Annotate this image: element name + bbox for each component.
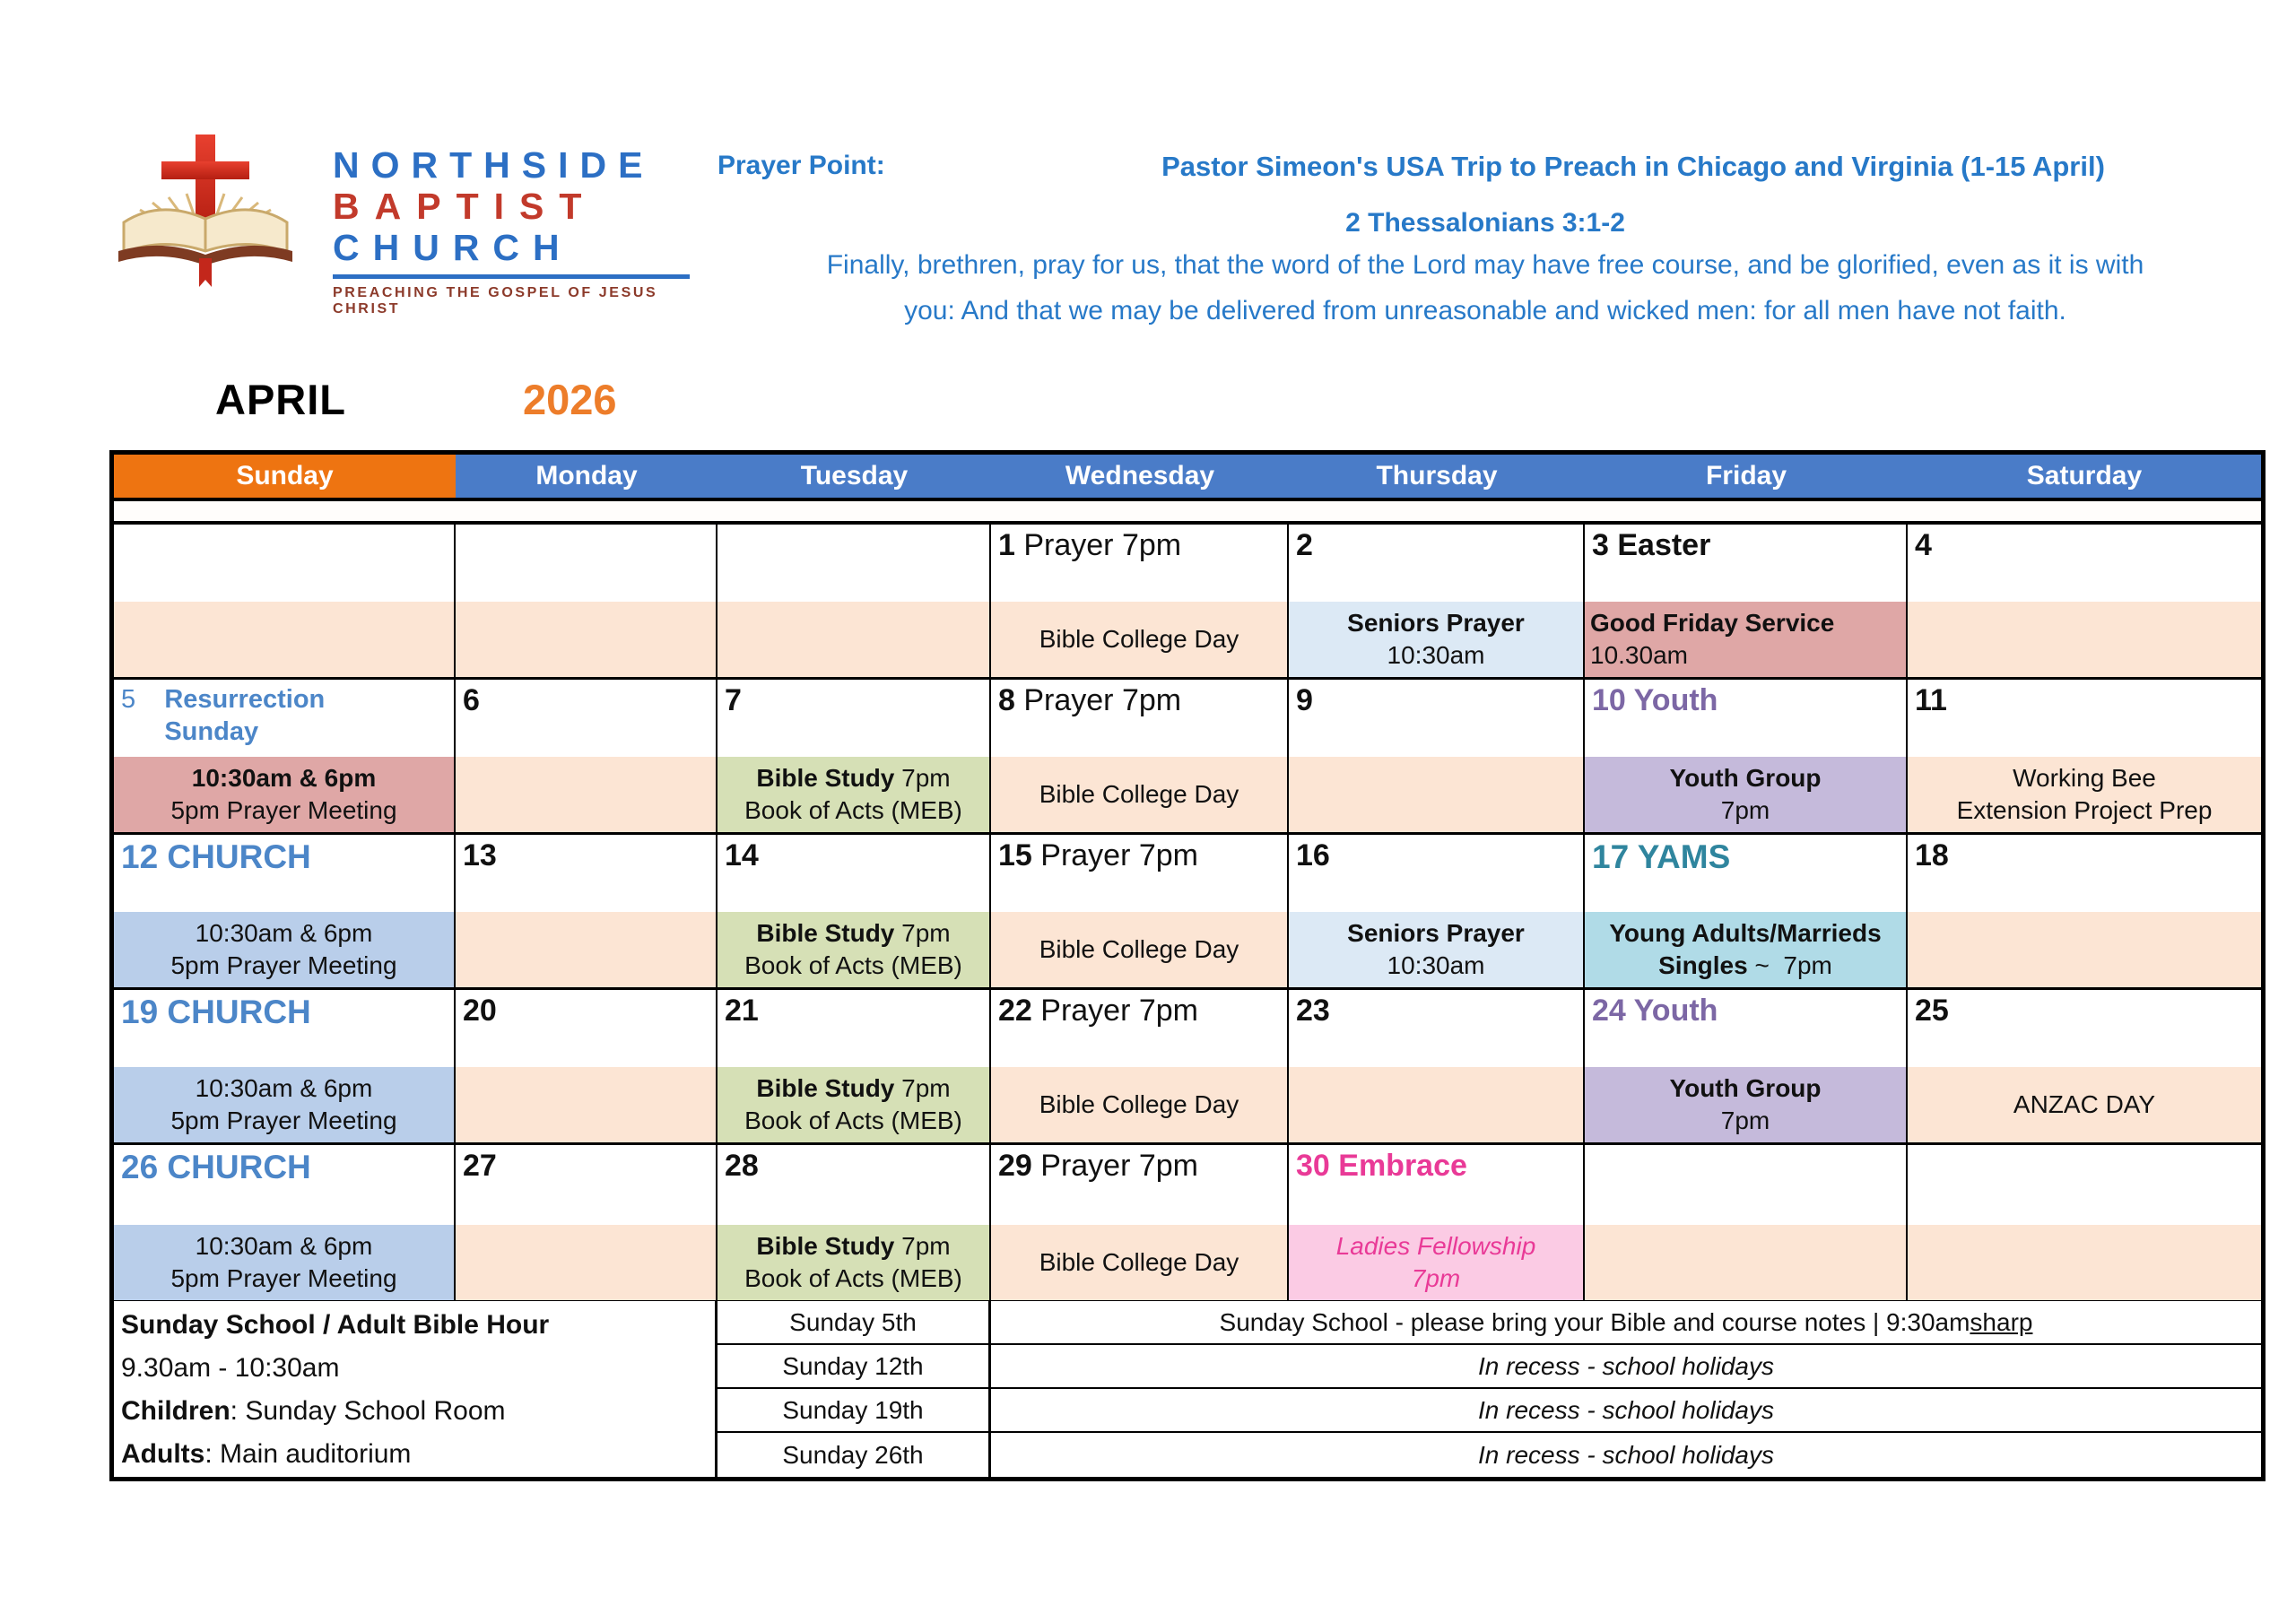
calendar-cell xyxy=(718,680,991,835)
text-run: Prayer 7pm xyxy=(1023,528,1182,562)
cell-date xyxy=(1908,990,2261,1028)
day-header-sunday: Sunday xyxy=(114,455,456,498)
calendar-cell xyxy=(1289,525,1585,680)
calendar-cell xyxy=(1908,835,2261,990)
cell-date xyxy=(1289,835,1583,872)
brand-divider xyxy=(333,274,690,279)
text-run: 7pm xyxy=(1720,1107,1770,1134)
cell-event-band xyxy=(1289,1067,1583,1142)
text-run: : Main auditorium xyxy=(204,1438,412,1469)
text-run: 10:30am & 6pm xyxy=(195,918,373,947)
cell-date xyxy=(991,990,1287,1028)
text-run: Resurrection xyxy=(164,685,326,714)
cell-date xyxy=(1908,680,2261,717)
day-header-saturday: Saturday xyxy=(1908,455,2261,498)
cell-event-band xyxy=(991,1067,1287,1142)
cell-date xyxy=(1908,525,2261,562)
church-name xyxy=(333,133,698,317)
cell-date xyxy=(114,680,454,749)
cell-date xyxy=(718,680,989,717)
cell-event-band xyxy=(114,602,454,677)
text-run: 9 xyxy=(1296,683,1313,717)
text-run: Prayer 7pm xyxy=(1040,838,1198,872)
text-run: Prayer 7pm xyxy=(1040,1149,1198,1183)
calendar-cell xyxy=(1908,1145,2261,1300)
cell-event-band xyxy=(1289,1225,1583,1300)
prayer-point xyxy=(718,151,2253,329)
cell-event-band xyxy=(1289,912,1583,987)
text-run: 27 xyxy=(463,1149,497,1183)
cell-event-band xyxy=(114,912,454,987)
text-run: 5 xyxy=(121,685,165,714)
scripture-verse-line1: Finally, brethren, pray for us, that the word of the Lord may have free course, and be glorified, even as it is with xyxy=(826,250,2144,280)
calendar-cell xyxy=(456,1145,718,1300)
text-run: 19 CHURCH xyxy=(121,994,311,1030)
prayer-point-label: Prayer Point: xyxy=(718,151,885,180)
cell-event-band xyxy=(456,1225,716,1300)
cell-date xyxy=(114,525,454,528)
cell-date xyxy=(114,1145,454,1185)
cell-date xyxy=(991,835,1287,872)
week-row xyxy=(114,835,2261,990)
text-run: Working Bee xyxy=(2013,763,2156,792)
cell-date xyxy=(1289,990,1583,1028)
cell-event-band xyxy=(114,757,454,832)
week-row xyxy=(114,680,2261,835)
text-run: 7pm xyxy=(894,1073,951,1102)
calendar-cell xyxy=(718,835,991,990)
text-run: Prayer 7pm xyxy=(1023,683,1182,717)
text-run: 7pm xyxy=(1411,1264,1461,1292)
calendar-cell xyxy=(1585,680,1908,835)
text-run: 17 YAMS xyxy=(1592,838,1731,875)
cell-event-band xyxy=(1289,602,1583,677)
text-run: 10 Youth xyxy=(1592,683,1718,717)
calendar-cell xyxy=(114,525,456,680)
text-run: 26 CHURCH xyxy=(121,1149,311,1185)
text-run: Book of Acts (MEB) xyxy=(744,1264,962,1292)
cell-event-band xyxy=(1908,912,2261,987)
schedule-note xyxy=(991,1433,2261,1477)
text-run: 16 xyxy=(1296,838,1330,872)
text-run: 10:30am & 6pm xyxy=(195,1231,373,1260)
text-run: Prayer 7pm xyxy=(1040,994,1198,1028)
cell-date xyxy=(114,835,454,875)
text-run: 13 xyxy=(463,838,497,872)
text-run: Good Friday Service xyxy=(1590,608,1835,637)
schedule-date: Sunday 26th xyxy=(718,1433,991,1477)
text-run: Youth Group xyxy=(1669,763,1822,792)
text-run: 1 xyxy=(998,528,1024,562)
text-run: 10:30am & 6pm xyxy=(195,1073,373,1102)
header-spacer-row xyxy=(114,501,2261,525)
cell-event-band xyxy=(991,1225,1287,1300)
week-row xyxy=(114,990,2261,1145)
cell-event-band xyxy=(114,1067,454,1142)
text-run: Sunday School - please bring your Bible and course notes | 9:30am xyxy=(1219,1307,1970,1336)
calendar-cell xyxy=(456,990,718,1145)
text-run: 20 xyxy=(463,994,497,1028)
cell-event-band xyxy=(456,757,716,832)
cell-date xyxy=(1585,990,1906,1028)
text-run: Ladies Fellowship xyxy=(1335,1231,1536,1260)
church-name-line1: NORTHSIDE xyxy=(333,144,655,186)
calendar-table xyxy=(109,450,2266,1481)
text-run: 6 xyxy=(463,683,480,717)
text-run: 7pm xyxy=(894,763,951,792)
calendar-cell xyxy=(718,990,991,1145)
cell-date xyxy=(456,835,716,872)
cell-date xyxy=(1908,835,2261,872)
cell-date xyxy=(991,525,1287,562)
text-run: 2 xyxy=(1296,528,1313,562)
cell-event-band xyxy=(718,912,989,987)
text-run: sharp xyxy=(1970,1307,2033,1336)
cell-date xyxy=(991,1145,1287,1183)
month-title: APRIL xyxy=(215,376,346,423)
text-run: Sunday School / Adult Bible Hour xyxy=(121,1309,550,1340)
calendar-cell xyxy=(1289,1145,1585,1300)
calendar-cell xyxy=(456,680,718,835)
day-header-thursday: Thursday xyxy=(1289,455,1585,498)
church-name-line2: BAPTIST xyxy=(333,185,597,227)
cross-and-bible-icon xyxy=(106,133,308,299)
day-header-monday: Monday xyxy=(456,455,718,498)
text-run: Bible College Day xyxy=(1039,934,1239,963)
calendar-cell xyxy=(456,525,718,680)
text-run: 9.30am - 10:30am xyxy=(121,1352,340,1383)
text-run: 12 CHURCH xyxy=(121,838,311,875)
cell-event-band xyxy=(718,1225,989,1300)
cell-date xyxy=(1289,1145,1583,1183)
scripture-verse-line2: you: And that we may be delivered from unreasonable and wicked men: for all men have not faith. xyxy=(904,295,2066,325)
text-run: 3 Easter xyxy=(1592,528,1711,562)
cell-event-band xyxy=(1908,1067,2261,1142)
cell-date xyxy=(1289,680,1583,717)
cell-date xyxy=(718,835,989,872)
cell-event-band xyxy=(1908,1225,2261,1300)
text-run: 10:30am xyxy=(1387,641,1485,669)
text-run: Bible Study xyxy=(756,918,895,947)
cell-event-band xyxy=(1908,602,2261,677)
calendar-cell xyxy=(1585,1145,1908,1300)
calendar-cell xyxy=(1585,835,1908,990)
cell-event-band xyxy=(718,757,989,832)
cell-event-band xyxy=(991,602,1287,677)
cell-event-band xyxy=(991,912,1287,987)
schedule-note xyxy=(991,1389,2261,1433)
cell-event-band xyxy=(1585,1225,1906,1300)
text-run: 11 xyxy=(1915,683,1947,717)
year-title: 2026 xyxy=(523,376,617,423)
cell-event-band xyxy=(1289,757,1583,832)
cell-event-band xyxy=(1585,757,1906,832)
text-run: ~ 7pm xyxy=(1747,951,1832,979)
calendar-cell xyxy=(991,1145,1289,1300)
text-run: 30 Embrace xyxy=(1296,1149,1467,1183)
calendar-cell xyxy=(114,990,456,1145)
week-row xyxy=(114,1145,2261,1300)
text-run: Young Adults/Marrieds xyxy=(1609,918,1882,947)
cell-event-band xyxy=(456,912,716,987)
text-run: 28 xyxy=(725,1149,759,1183)
text-run: Seniors Prayer xyxy=(1347,918,1525,947)
cell-event-band xyxy=(114,1225,454,1300)
text-run: 15 xyxy=(998,838,1041,872)
schedule-date: Sunday 19th xyxy=(718,1389,991,1433)
text-run: 22 xyxy=(998,994,1041,1028)
calendar-cell xyxy=(114,1145,456,1300)
calendar-cell xyxy=(114,680,456,835)
text-run: 7pm xyxy=(894,1231,951,1260)
text-run: Seniors Prayer xyxy=(1347,608,1525,637)
text-run: : Sunday School Room xyxy=(230,1395,506,1426)
text-run: 29 xyxy=(998,1149,1041,1183)
text-run: 5pm Prayer Meeting xyxy=(170,1107,397,1134)
text-run: Bible College Day xyxy=(1039,1089,1239,1118)
text-run: 25 xyxy=(1915,994,1949,1028)
calendar-cell xyxy=(1585,525,1908,680)
text-run: In recess - school holidays xyxy=(1478,1440,1774,1469)
church-logo xyxy=(106,133,698,317)
cell-date xyxy=(718,990,989,1028)
cell-event-band xyxy=(1585,912,1906,987)
text-run: 5pm Prayer Meeting xyxy=(170,951,397,979)
calendar-cell xyxy=(1908,525,2261,680)
text-run: Bible Study xyxy=(756,1073,895,1102)
text-run: Bible Study xyxy=(756,1231,895,1260)
scripture-reference: 2 Thessalonians 3:1-2 xyxy=(1345,208,1625,238)
text-run: 10.30am xyxy=(1590,641,1688,669)
cell-date xyxy=(718,525,989,528)
cell-date xyxy=(456,680,716,717)
week-row xyxy=(114,525,2261,680)
text-run: Children xyxy=(121,1395,230,1426)
text-run: In recess - school holidays xyxy=(1478,1351,1774,1380)
church-tagline: PREACHING THE GOSPEL OF JESUS CHRIST xyxy=(333,284,658,317)
text-run: 10:30am & 6pm xyxy=(191,763,377,792)
calendar-cell xyxy=(114,835,456,990)
text-run: 10:30am xyxy=(1387,951,1485,979)
sunday-school-info xyxy=(114,1301,718,1477)
cell-date xyxy=(456,1145,716,1183)
cell-event-band xyxy=(1585,1067,1906,1142)
text-run: Book of Acts (MEB) xyxy=(744,951,962,979)
cell-event-band xyxy=(456,1067,716,1142)
cell-date xyxy=(1585,680,1906,717)
cell-date xyxy=(456,990,716,1028)
calendar-cell xyxy=(991,525,1289,680)
text-run: 21 xyxy=(725,994,759,1028)
text-run: Book of Acts (MEB) xyxy=(744,796,962,824)
day-header-tuesday: Tuesday xyxy=(718,455,991,498)
calendar-cell xyxy=(1908,990,2261,1145)
calendar-cell xyxy=(1585,990,1908,1145)
schedule-note xyxy=(991,1301,2261,1345)
cell-event-band xyxy=(1908,757,2261,832)
text-run: Extension Project Prep xyxy=(1956,796,2213,824)
text-run: 18 xyxy=(1915,838,1949,872)
text-run: Bible College Day xyxy=(1039,1247,1239,1276)
cell-event-band xyxy=(991,757,1287,832)
text-run: Bible Study xyxy=(756,763,895,792)
cell-date xyxy=(1585,525,1906,562)
sunday-school-section xyxy=(114,1300,2261,1477)
cell-date xyxy=(1585,835,1906,875)
text-run: Book of Acts (MEB) xyxy=(744,1107,962,1134)
cell-date xyxy=(114,990,454,1030)
calendar-cell xyxy=(991,990,1289,1145)
schedule-date: Sunday 5th xyxy=(718,1301,991,1345)
text-run: 5pm Prayer Meeting xyxy=(170,796,397,824)
text-run: 5pm Prayer Meeting xyxy=(170,1264,397,1292)
calendar-cell xyxy=(1289,990,1585,1145)
cell-event-band xyxy=(456,602,716,677)
text-run: 7pm xyxy=(1720,796,1770,824)
calendar-cell xyxy=(1289,680,1585,835)
prayer-point-title: Pastor Simeon's USA Trip to Preach in Chicago and Virginia (1-15 April) xyxy=(1161,151,2105,182)
cell-date xyxy=(456,525,716,528)
calendar-cell xyxy=(718,525,991,680)
cell-date xyxy=(1908,1145,2261,1149)
text-run: 4 xyxy=(1915,528,1932,562)
text-run: 23 xyxy=(1296,994,1330,1028)
day-header-friday: Friday xyxy=(1585,455,1908,498)
calendar-cell xyxy=(991,835,1289,990)
text-run: In recess - school holidays xyxy=(1478,1395,1774,1424)
calendar-grid xyxy=(114,525,2261,1300)
calendar-cell xyxy=(718,1145,991,1300)
calendar-cell xyxy=(456,835,718,990)
cell-date xyxy=(1289,525,1583,562)
cell-date xyxy=(718,1145,989,1183)
text-run: 8 xyxy=(998,683,1024,717)
text-run: Bible College Day xyxy=(1039,624,1239,653)
text-run: Youth Group xyxy=(1669,1073,1822,1102)
text-run: Sunday xyxy=(121,717,259,747)
text-run: 14 xyxy=(725,838,759,872)
text-run: 7pm xyxy=(894,918,951,947)
schedule-date: Sunday 12th xyxy=(718,1345,991,1389)
calendar-cell xyxy=(1289,835,1585,990)
cell-event-band xyxy=(718,602,989,677)
text-run: ANZAC DAY xyxy=(2013,1089,2156,1118)
text-run: Bible College Day xyxy=(1039,779,1239,808)
cell-event-band xyxy=(718,1067,989,1142)
schedule-note xyxy=(991,1345,2261,1389)
cell-date xyxy=(1585,1145,1906,1149)
text-run: Singles xyxy=(1658,951,1748,979)
text-run: 24 Youth xyxy=(1592,994,1718,1028)
day-header-row xyxy=(114,455,2261,501)
cell-event-band xyxy=(1585,602,1906,677)
calendar-cell xyxy=(1908,680,2261,835)
text-run: Adults xyxy=(121,1438,205,1469)
calendar-cell xyxy=(991,680,1289,835)
cell-date xyxy=(991,680,1287,717)
day-header-wednesday: Wednesday xyxy=(991,455,1289,498)
church-name-line3: CHURCH xyxy=(333,226,573,268)
text-run: 7 xyxy=(725,683,742,717)
